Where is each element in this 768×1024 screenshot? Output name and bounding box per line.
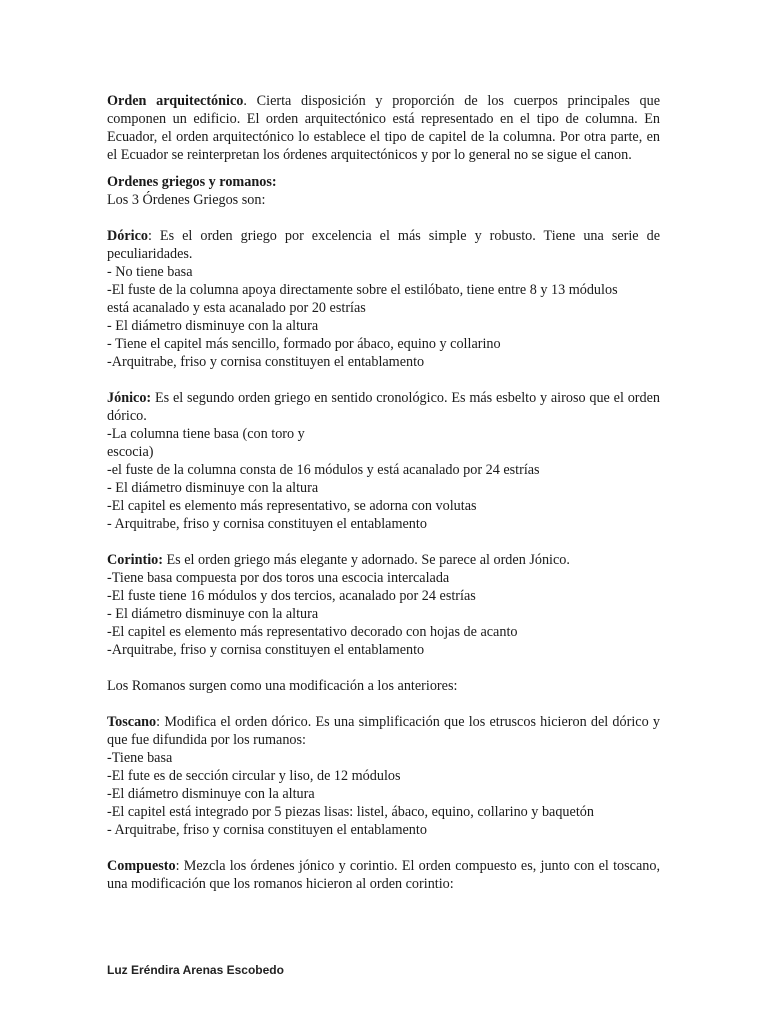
list-item: - Arquitrabe, friso y cornisa constituyen el entablamento [107, 516, 427, 532]
list-item: -Arquitrabe, friso y cornisa constituyen el entablamento [107, 642, 425, 658]
tuscan-paragraph [107, 713, 660, 749]
composite-text: : Mezcla los órdenes jónico y corintio. El orden compuesto es, junto con el toscano, una modificación que los romanos hicieron al orden corintio: [107, 858, 660, 892]
list-item: - Tiene el capitel más sencillo, formado por ábaco, equino y collarino [107, 336, 501, 352]
list-item: -Tiene basa compuesta por dos toros una escocia intercalada [107, 570, 450, 586]
list-item: -el fuste de la columna consta de 16 módulos y está acanalado por 24 estrías [107, 462, 540, 478]
composite-term: Compuesto [107, 858, 176, 874]
tuscan-term: Toscano [107, 714, 157, 730]
list-item: - No tiene basa [107, 264, 193, 280]
list-item: - Arquitrabe, friso y cornisa constituyen el entablamento [107, 822, 427, 838]
list-item: -El capitel es elemento más representativo, se adorna con volutas [107, 498, 477, 514]
corinthian-text: Es el orden griego más elegante y adornado. Se parece al orden Jónico. [162, 552, 570, 568]
ionic-text: Es el segundo orden griego en sentido cronológico. Es más esbelto y airoso que el orden dórico. [107, 390, 660, 424]
list-item: - El diámetro disminuye con la altura [107, 318, 319, 334]
list-item: -El fute es de sección circular y liso, de 12 módulos [107, 768, 401, 784]
list-item: escocia) [107, 444, 154, 460]
intro-text: . Cierta disposición y proporción de los cuerpos principales que componen un edificio. El orden arquitectónico está representado en el tipo de columna. En Ecuador, el orden arquitectónico lo establece el tipo de capitel de la columna. Por otra parte, en el Ecuador se reinterpretan los órdenes arquitectónicos y por lo general no se sigue el canon. [107, 93, 660, 163]
romans-intro: Los Romanos surgen como una modificación a los anteriores: [107, 678, 458, 694]
doric-paragraph [107, 227, 660, 263]
intro-term: Orden arquitectónico [107, 93, 244, 109]
list-item: -Tiene basa [107, 750, 173, 766]
list-item: -Arquitrabe, friso y cornisa constituyen el entablamento [107, 354, 425, 370]
list-item: - El diámetro disminuye con la altura [107, 480, 319, 496]
corinthian-paragraph [107, 551, 660, 569]
list-item: - El diámetro disminuye con la altura [107, 606, 319, 622]
doric-text: : Es el orden griego por excelencia el más simple y robusto. Tiene una serie de peculiaridades. [107, 228, 660, 262]
intro-paragraph [107, 92, 660, 164]
composite-paragraph [107, 857, 660, 893]
list-item: -El capitel es elemento más representativo decorado con hojas de acanto [107, 624, 518, 640]
doric-term: Dórico [107, 228, 148, 244]
list-item: -El diámetro disminuye con la altura [107, 786, 315, 802]
list-item: está acanalado y esta acanalado por 20 estrías [107, 300, 366, 316]
ionic-term: Jónico: [107, 390, 152, 406]
tuscan-text: : Modifica el orden dórico. Es una simplificación que los etruscos hicieron del dórico y que fue difundida por los rumanos: [107, 714, 660, 748]
ionic-paragraph [107, 389, 660, 425]
list-item: -La columna tiene basa (con toro y [107, 426, 305, 442]
corinthian-term: Corintio: [107, 552, 163, 568]
section-subheading: Los 3 Órdenes Griegos son: [107, 192, 266, 208]
section-heading: Ordenes griegos y romanos: [107, 174, 277, 190]
page-footer-author: Luz Eréndira Arenas Escobedo [107, 963, 284, 977]
list-item: -El capitel está integrado por 5 piezas lisas: listel, ábaco, equino, collarino y baquetón [107, 804, 594, 820]
list-item: -El fuste de la columna apoya directamente sobre el estilóbato, tiene entre 8 y 13 módulos [107, 282, 618, 298]
document-body [107, 92, 660, 893]
list-item: -El fuste tiene 16 módulos y dos tercios, acanalado por 24 estrías [107, 588, 476, 604]
